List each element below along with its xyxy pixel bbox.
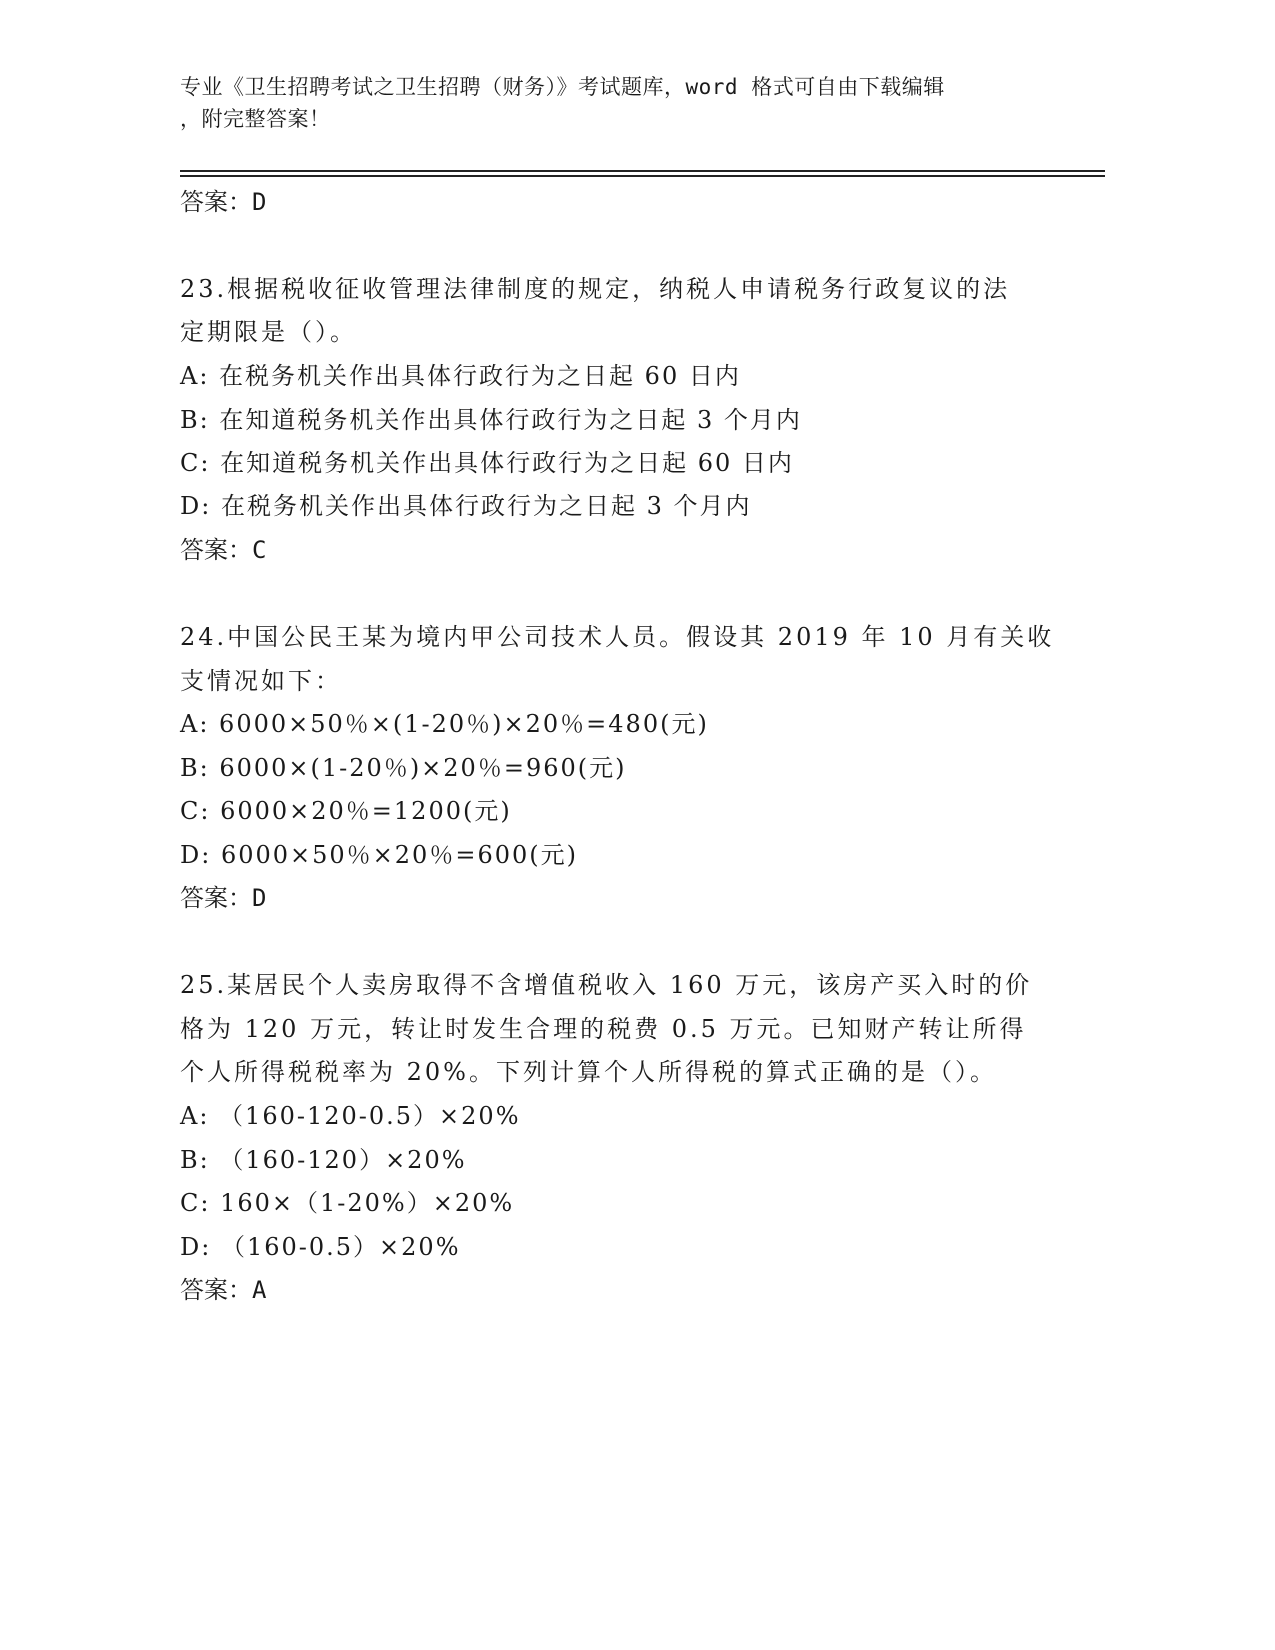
question-24-answer: 答案：D xyxy=(180,884,267,912)
header-divider-top xyxy=(180,170,1105,172)
question-23-answer: 答案：C xyxy=(180,536,267,564)
header-title-line-2: ，附完整答案！ xyxy=(180,107,331,131)
header-divider-bottom xyxy=(180,175,1105,177)
question-25-text-line-1: 25.某居民个人卖房取得不含增值税收入 160 万元，该房产买入时的价 xyxy=(180,971,1033,999)
header-title-line-1: 专业《卫生招聘考试之卫生招聘（财务）》考试题库，word 格式可自由下载编辑 xyxy=(180,75,945,99)
question-23-text-line-2: 定期限是（）。 xyxy=(180,318,357,346)
question-23-option-c: C: 在知道税务机关作出具体行政行为之日起 60 日内 xyxy=(180,449,794,477)
question-24-option-b: B: 6000×(1-20％)×20％=960(元) xyxy=(180,754,627,782)
question-25-answer: 答案：A xyxy=(180,1276,267,1304)
question-23-option-a: A: 在税务机关作出具体行政行为之日起 60 日内 xyxy=(180,362,741,390)
question-25-option-b: B: （160-120）×20% xyxy=(180,1146,467,1174)
answer-line: 答案：D xyxy=(180,188,267,216)
question-23-option-d: D: 在税务机关作出具体行政行为之日起 3 个月内 xyxy=(180,492,752,520)
question-23-option-b: B: 在知道税务机关作出具体行政行为之日起 3 个月内 xyxy=(180,406,802,434)
question-24-option-a: A: 6000×50％×(1-20％)×20％=480(元) xyxy=(180,710,709,738)
question-25-text-line-2: 格为 120 万元，转让时发生合理的税费 0.5 万元。已知财产转让所得 xyxy=(180,1015,1027,1043)
question-24-option-c: C: 6000×20％=1200(元) xyxy=(180,797,512,825)
question-23-text-line-1: 23.根据税收征收管理法律制度的规定，纳税人申请税务行政复议的法 xyxy=(180,275,1011,303)
question-24-option-d: D: 6000×50％×20％=600(元) xyxy=(180,841,578,869)
question-24-text-line-2: 支情况如下： xyxy=(180,667,342,695)
question-25-option-d: D: （160-0.5）×20% xyxy=(180,1233,461,1261)
question-25-option-c: C: 160×（1-20%）×20% xyxy=(180,1189,515,1217)
question-25-option-a: A: （160-120-0.5）×20% xyxy=(180,1102,521,1130)
question-24-text-line-1: 24.中国公民王某为境内甲公司技术人员。假设其 2019 年 10 月有关收 xyxy=(180,623,1055,651)
question-25-text-line-3: 个人所得税税率为 20%。下列计算个人所得税的算式正确的是（）。 xyxy=(180,1058,997,1086)
